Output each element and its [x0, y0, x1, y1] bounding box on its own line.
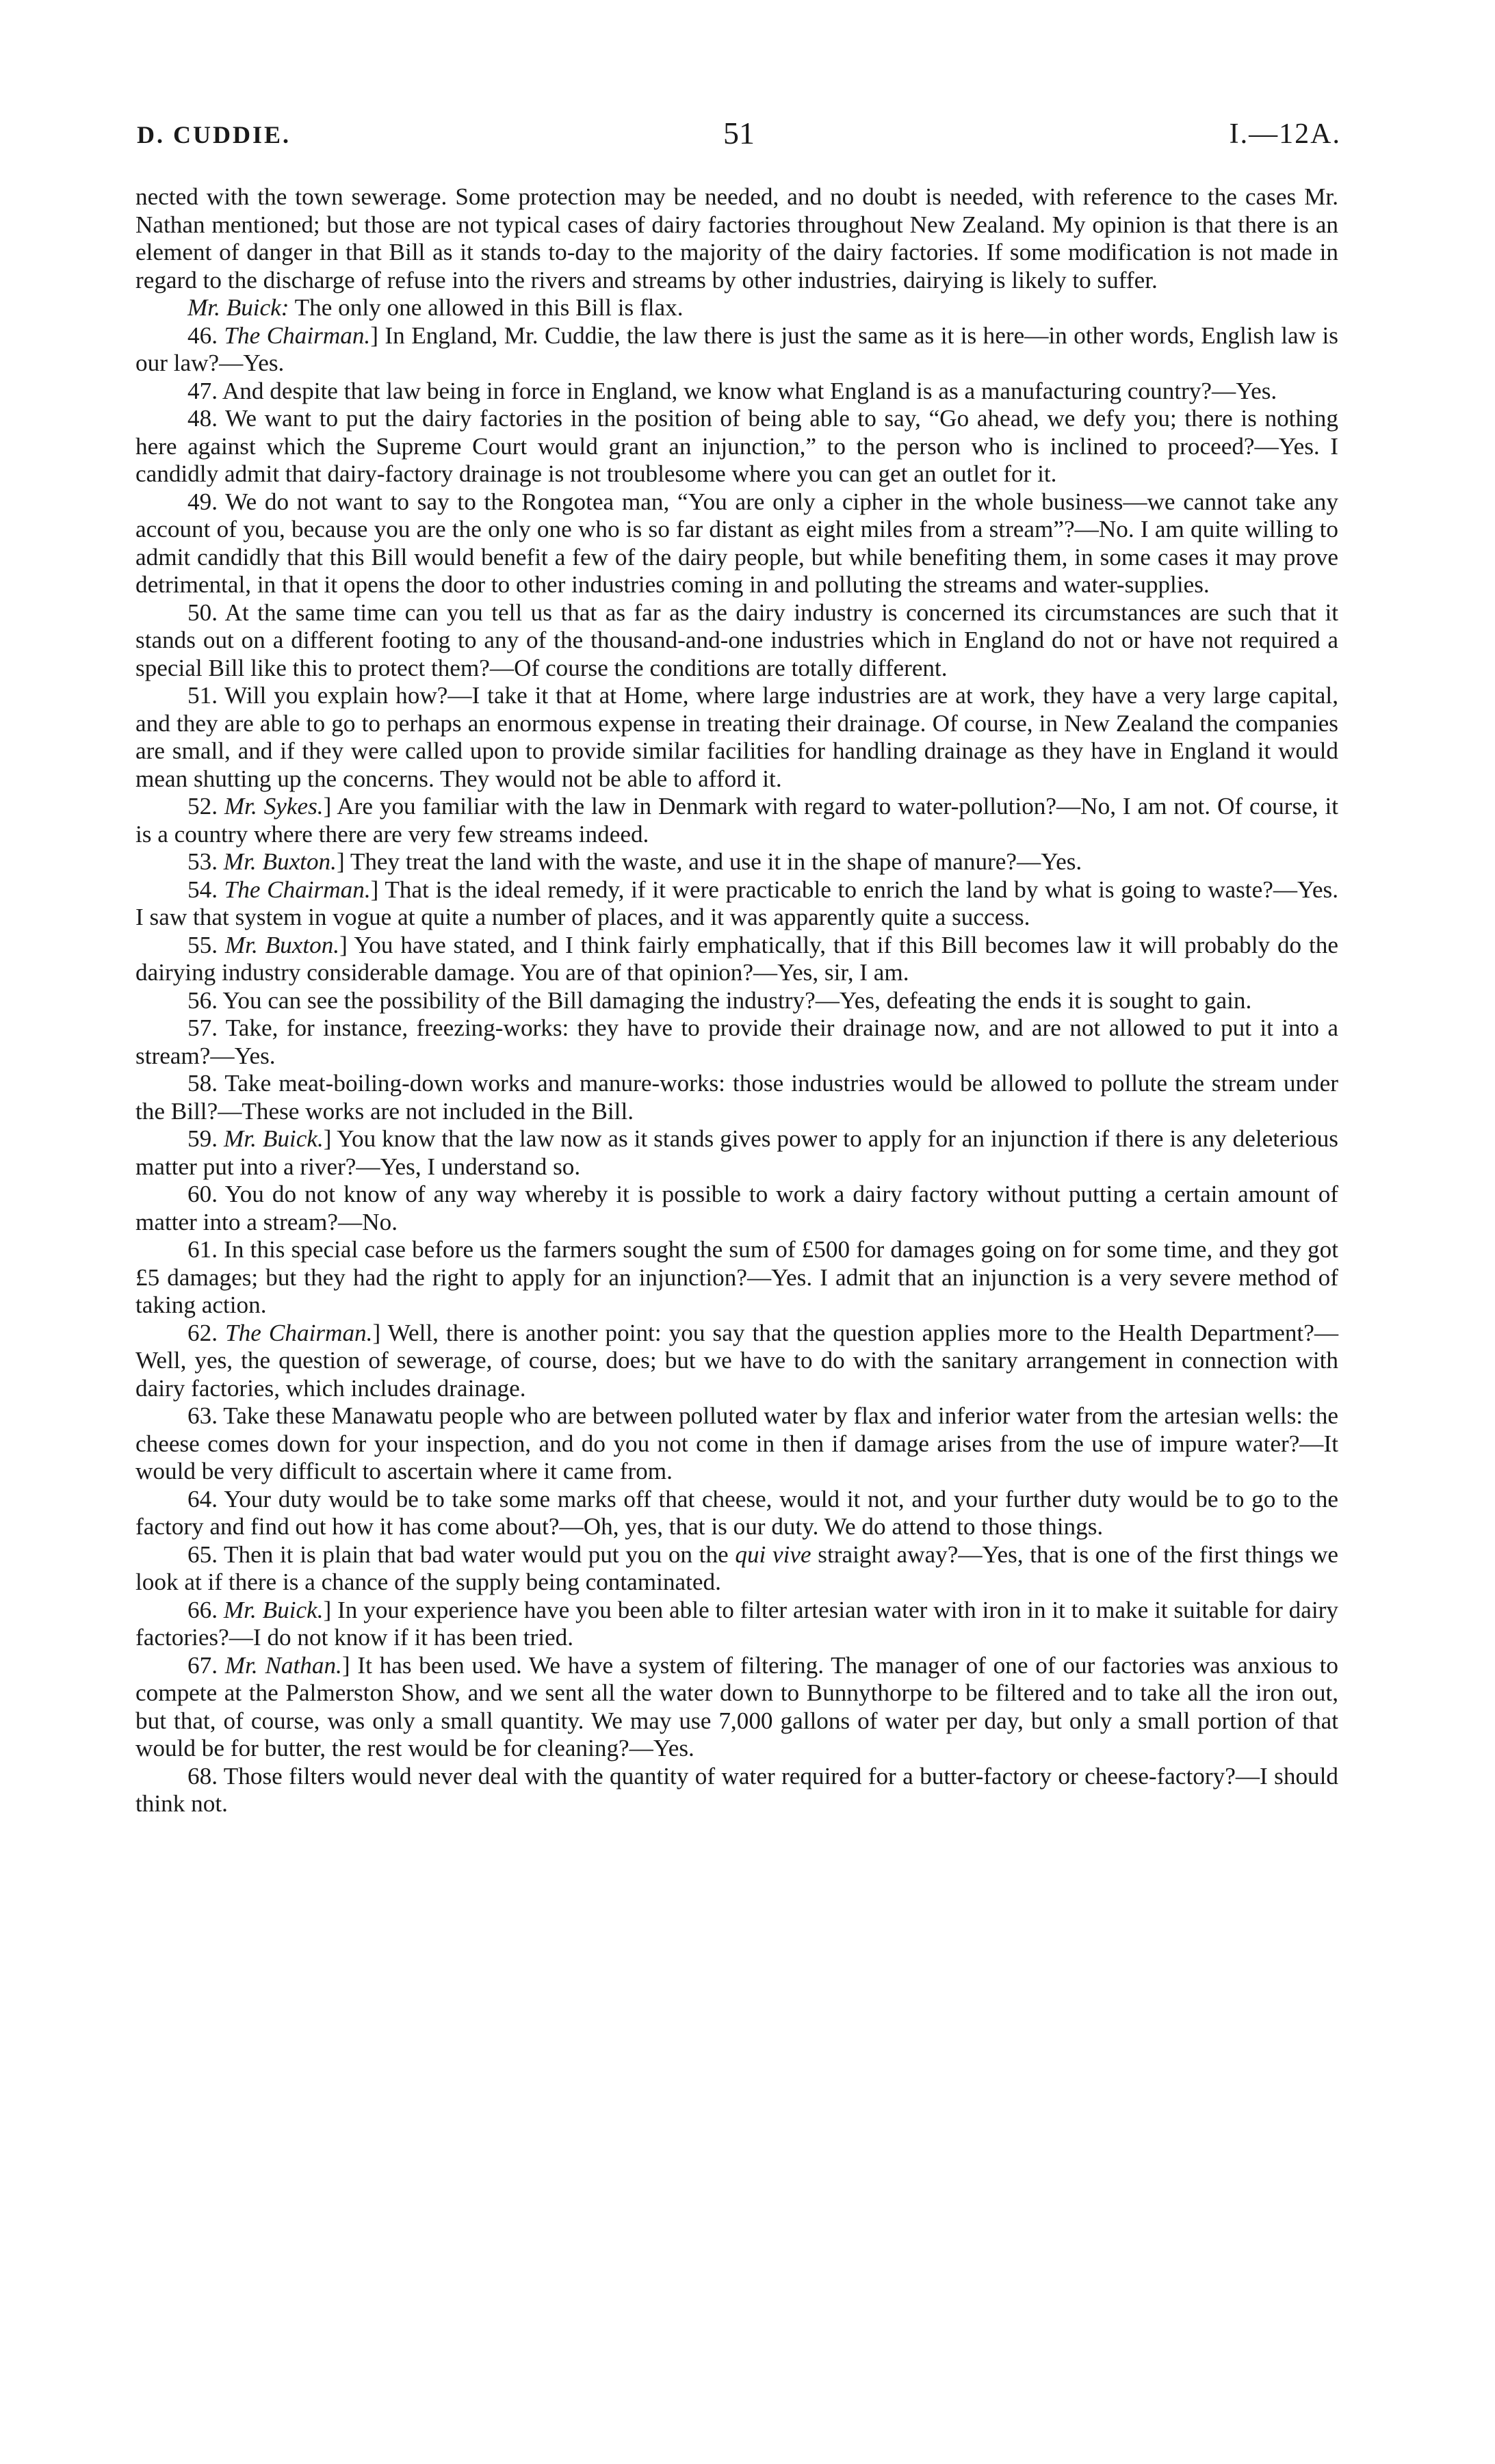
speaker-name: Mr. Buxton.	[223, 848, 337, 875]
paragraph	[135, 876, 1338, 932]
paragraph-text: 68. Those filters would never deal with the quantity of water required for a butter-factory or cheese-factory?—I should think not.	[135, 1762, 1338, 1817]
bracket: ]	[339, 931, 348, 958]
speaker-name: Mr. Nathan.	[224, 1651, 342, 1679]
paragraph	[135, 987, 1338, 1015]
question-number: 55.	[187, 931, 225, 958]
question-number: 62.	[187, 1319, 226, 1346]
question-number: 67.	[187, 1651, 225, 1679]
paragraph-text: straight away?—Yes, that is one of the first things we look at if there is a chance of the supply being contaminated.	[135, 1541, 1338, 1595]
paragraph-text: nected with the town sewerage. Some protection may be needed, and no doubt is needed, with reference to the cases Mr. Nathan mentioned; but those are not typical cases of dairy factories throughout New Zealand. My opinion is that there is an element of danger in that Bill as it stands to-day to the majority of the dairy factories. If some modification is not made in regard to the discharge of refuse into the rivers and streams by other industries, dairying is likely to suffer.	[135, 183, 1338, 293]
bracket: ]	[323, 1596, 332, 1623]
paragraph	[135, 183, 1338, 294]
paragraph-text: In your experience have you been able to filter artesian water with iron in it to make it suitable for dairy factories?—I do not know if it has been tried.	[135, 1596, 1338, 1651]
paragraph	[135, 1597, 1338, 1652]
paragraph-text: That is the ideal remedy, if it were practicable to enrich the land by what is going to waste?—Yes. I saw that system in vogue at quite a number of places, and it was apparently quite a success.	[135, 876, 1339, 930]
question-number: 59.	[187, 1125, 224, 1152]
document-reference: I.—12A.	[1229, 118, 1341, 150]
question-number: 52.	[187, 793, 224, 820]
bracket: ]	[370, 876, 379, 903]
question-text: 65. Then it is plain that bad water would put you on the	[187, 1541, 736, 1568]
paragraph	[135, 793, 1338, 848]
paragraph-text: It has been used. We have a system of filtering. The manager of one of our factories was anxious to compete at the Palmerston Show, and we sent all the water down to Bunnythorpe to be filtered and to take all the iron out, but that, of course, was only a small quantity. We may use 7,000 gallons of water per day, but only a small portion of that would be for butter, the rest would be for cleaning?—Yes.	[135, 1651, 1338, 1761]
paragraph	[135, 682, 1338, 793]
paragraph	[135, 405, 1338, 488]
paragraph-text: In England, Mr. Cuddie, the law there is just the same as it is here—in other words, English law is our law?—Yes.	[135, 322, 1338, 376]
paragraph	[135, 1763, 1338, 1818]
speaker-name: The Chairman.	[225, 1319, 373, 1346]
paragraph-text: 61. In this special case before us the farmers sought the sum of £500 for damages going on for some time, and they got £5 damages; but they had the right to apply for an injunction?—Yes. I admit that an injunction is a very severe method of taking action.	[135, 1236, 1338, 1318]
bracket: ]	[372, 1319, 381, 1346]
paragraph	[135, 294, 1338, 322]
paragraph-text: 58. Take meat-boiling-down works and manure-works: those industries would be allowed to pollute the stream under the Bill?—These works are not included in the Bill.	[135, 1070, 1338, 1125]
paragraph	[135, 848, 1338, 876]
paragraph	[135, 1320, 1338, 1403]
speaker-name: Mr. Sykes.	[224, 793, 324, 820]
paragraph-text: 49. We do not want to say to the Rongotea man, “You are only a cipher in the whole business—we cannot take any account of you, because you are the only one who is so far distant as eight miles from a stream”?—No. I am quite willing to admit candidly that this Bill would benefit a few of the dairy people, but while benefiting them, in some cases it may prove detrimental, in that it opens the door to other industries coming in and polluting the streams and water-supplies.	[135, 488, 1338, 598]
paragraph-text: They treat the land with the waste, and use it in the shape of manure?—Yes.	[344, 848, 1082, 875]
speaker-name: The Chairman.	[224, 322, 371, 349]
bracket: ]	[341, 1651, 350, 1679]
paragraph	[135, 1014, 1338, 1070]
paragraph	[135, 322, 1338, 378]
bracket: ]	[336, 848, 345, 875]
speaker-name: The Chairman.	[224, 876, 371, 903]
page-header	[137, 115, 1341, 156]
paragraph	[135, 599, 1338, 683]
paragraph	[135, 488, 1338, 599]
italic-phrase: qui vive	[735, 1541, 811, 1568]
paragraph	[135, 1541, 1338, 1597]
speaker-name: Mr. Buick:	[187, 294, 289, 321]
page-number: 51	[723, 116, 755, 150]
paragraph	[135, 1652, 1338, 1763]
speaker-name: Mr. Buick.	[223, 1596, 324, 1623]
paragraph-text: 47. And despite that law being in force in England, we know what England is as a manufacturing country?—Yes.	[187, 377, 1277, 404]
paragraph	[135, 1236, 1338, 1320]
paragraph	[135, 932, 1338, 987]
paragraph-text: Well, there is another point: you say that the question applies more to the Health Department?—Well, yes, the question of sewerage, of course, does; but we have to do with the sanitary arrangement in connection with dairy factories, which includes drainage.	[135, 1319, 1339, 1402]
paragraph-text: 60. You do not know of any way whereby it is possible to work a dairy factory without putting a certain amount of matter into a stream?—No.	[135, 1181, 1338, 1235]
paragraph-text: 63. Take these Manawatu people who are between polluted water by flax and inferior water from the artesian wells: the cheese comes down for your inspection, and do you not come in then if damage arises from the use of impure water?—It would be very difficult to ascertain where it came from.	[135, 1402, 1338, 1484]
paragraph-text: 56. You can see the possibility of the Bill damaging the industry?—Yes, defeating the ends it is sought to gain.	[187, 986, 1252, 1014]
document-body	[135, 183, 1338, 1818]
paragraph	[135, 378, 1338, 406]
bracket: ]	[323, 1125, 332, 1152]
paragraph-text: 50. At the same time can you tell us that as far as the dairy industry is concerned its circumstances are such that it stands out on a different footing to any of the thousand-and-one industries which in England do not or have not required a special Bill like this to protect them?—Of course the conditions are totally different.	[135, 599, 1338, 681]
paragraph	[135, 1486, 1338, 1541]
bracket: ]	[370, 322, 378, 349]
speaker-name: Mr. Buick.	[223, 1125, 324, 1152]
paragraph-text: You have stated, and I think fairly emphatically, that if this Bill becomes law it will probably do the dairying industry considerable damage. You are of that opinion?—Yes, sir, I am.	[135, 931, 1338, 986]
paragraph-text: 57. Take, for instance, freezing-works: they have to provide their drainage now, and are not allowed to put it into a stream?—Yes.	[135, 1014, 1338, 1069]
speaker-name: Mr. Buxton.	[224, 931, 340, 958]
paragraph-text: 48. We want to put the dairy factories in the position of being able to say, “Go ahead, we defy you; there is nothing here against which the Supreme Court would grant an injunction,” to the person who is inclined to proceed?—Yes. I candidly admit that dairy-factory drainage is not troublesome where you can get an outlet for it.	[135, 405, 1338, 487]
question-number: 53.	[187, 848, 224, 875]
bracket: ]	[323, 793, 332, 820]
question-number: 46.	[187, 322, 224, 349]
paragraph-text: Are you familiar with the law in Denmark with regard to water-pollution?—No, I am not. Of course, it is a country where there are very few streams indeed.	[135, 793, 1339, 848]
paragraph-text: The only one allowed in this Bill is flax.	[289, 294, 684, 321]
question-number: 54.	[187, 876, 224, 903]
witness-name: D. CUDDIE.	[137, 121, 291, 148]
paragraph	[135, 1125, 1338, 1181]
paragraph	[135, 1402, 1338, 1486]
question-number: 66.	[187, 1596, 224, 1623]
paragraph-text: 51. Will you explain how?—I take it that at Home, where large industries are at work, they have a very large capital, and they are able to go to perhaps an enormous expense in treating their drainage. Of course, in New Zealand the companies are small, and if they were called upon to provide similar facilities for handling drainage as they have in England it would mean shutting up the concerns. They would not be able to afford it.	[135, 682, 1338, 792]
paragraph	[135, 1070, 1338, 1125]
paragraph-text: You know that the law now as it stands gives power to apply for an injunction if there is any deleterious matter put into a river?—Yes, I understand so.	[135, 1125, 1339, 1180]
paragraph-text: 64. Your duty would be to take some marks off that cheese, would it not, and your further duty would be to go to the factory and find out how it has come about?—Oh, yes, that is our duty. We do attend to those things.	[135, 1485, 1338, 1540]
paragraph	[135, 1181, 1338, 1236]
